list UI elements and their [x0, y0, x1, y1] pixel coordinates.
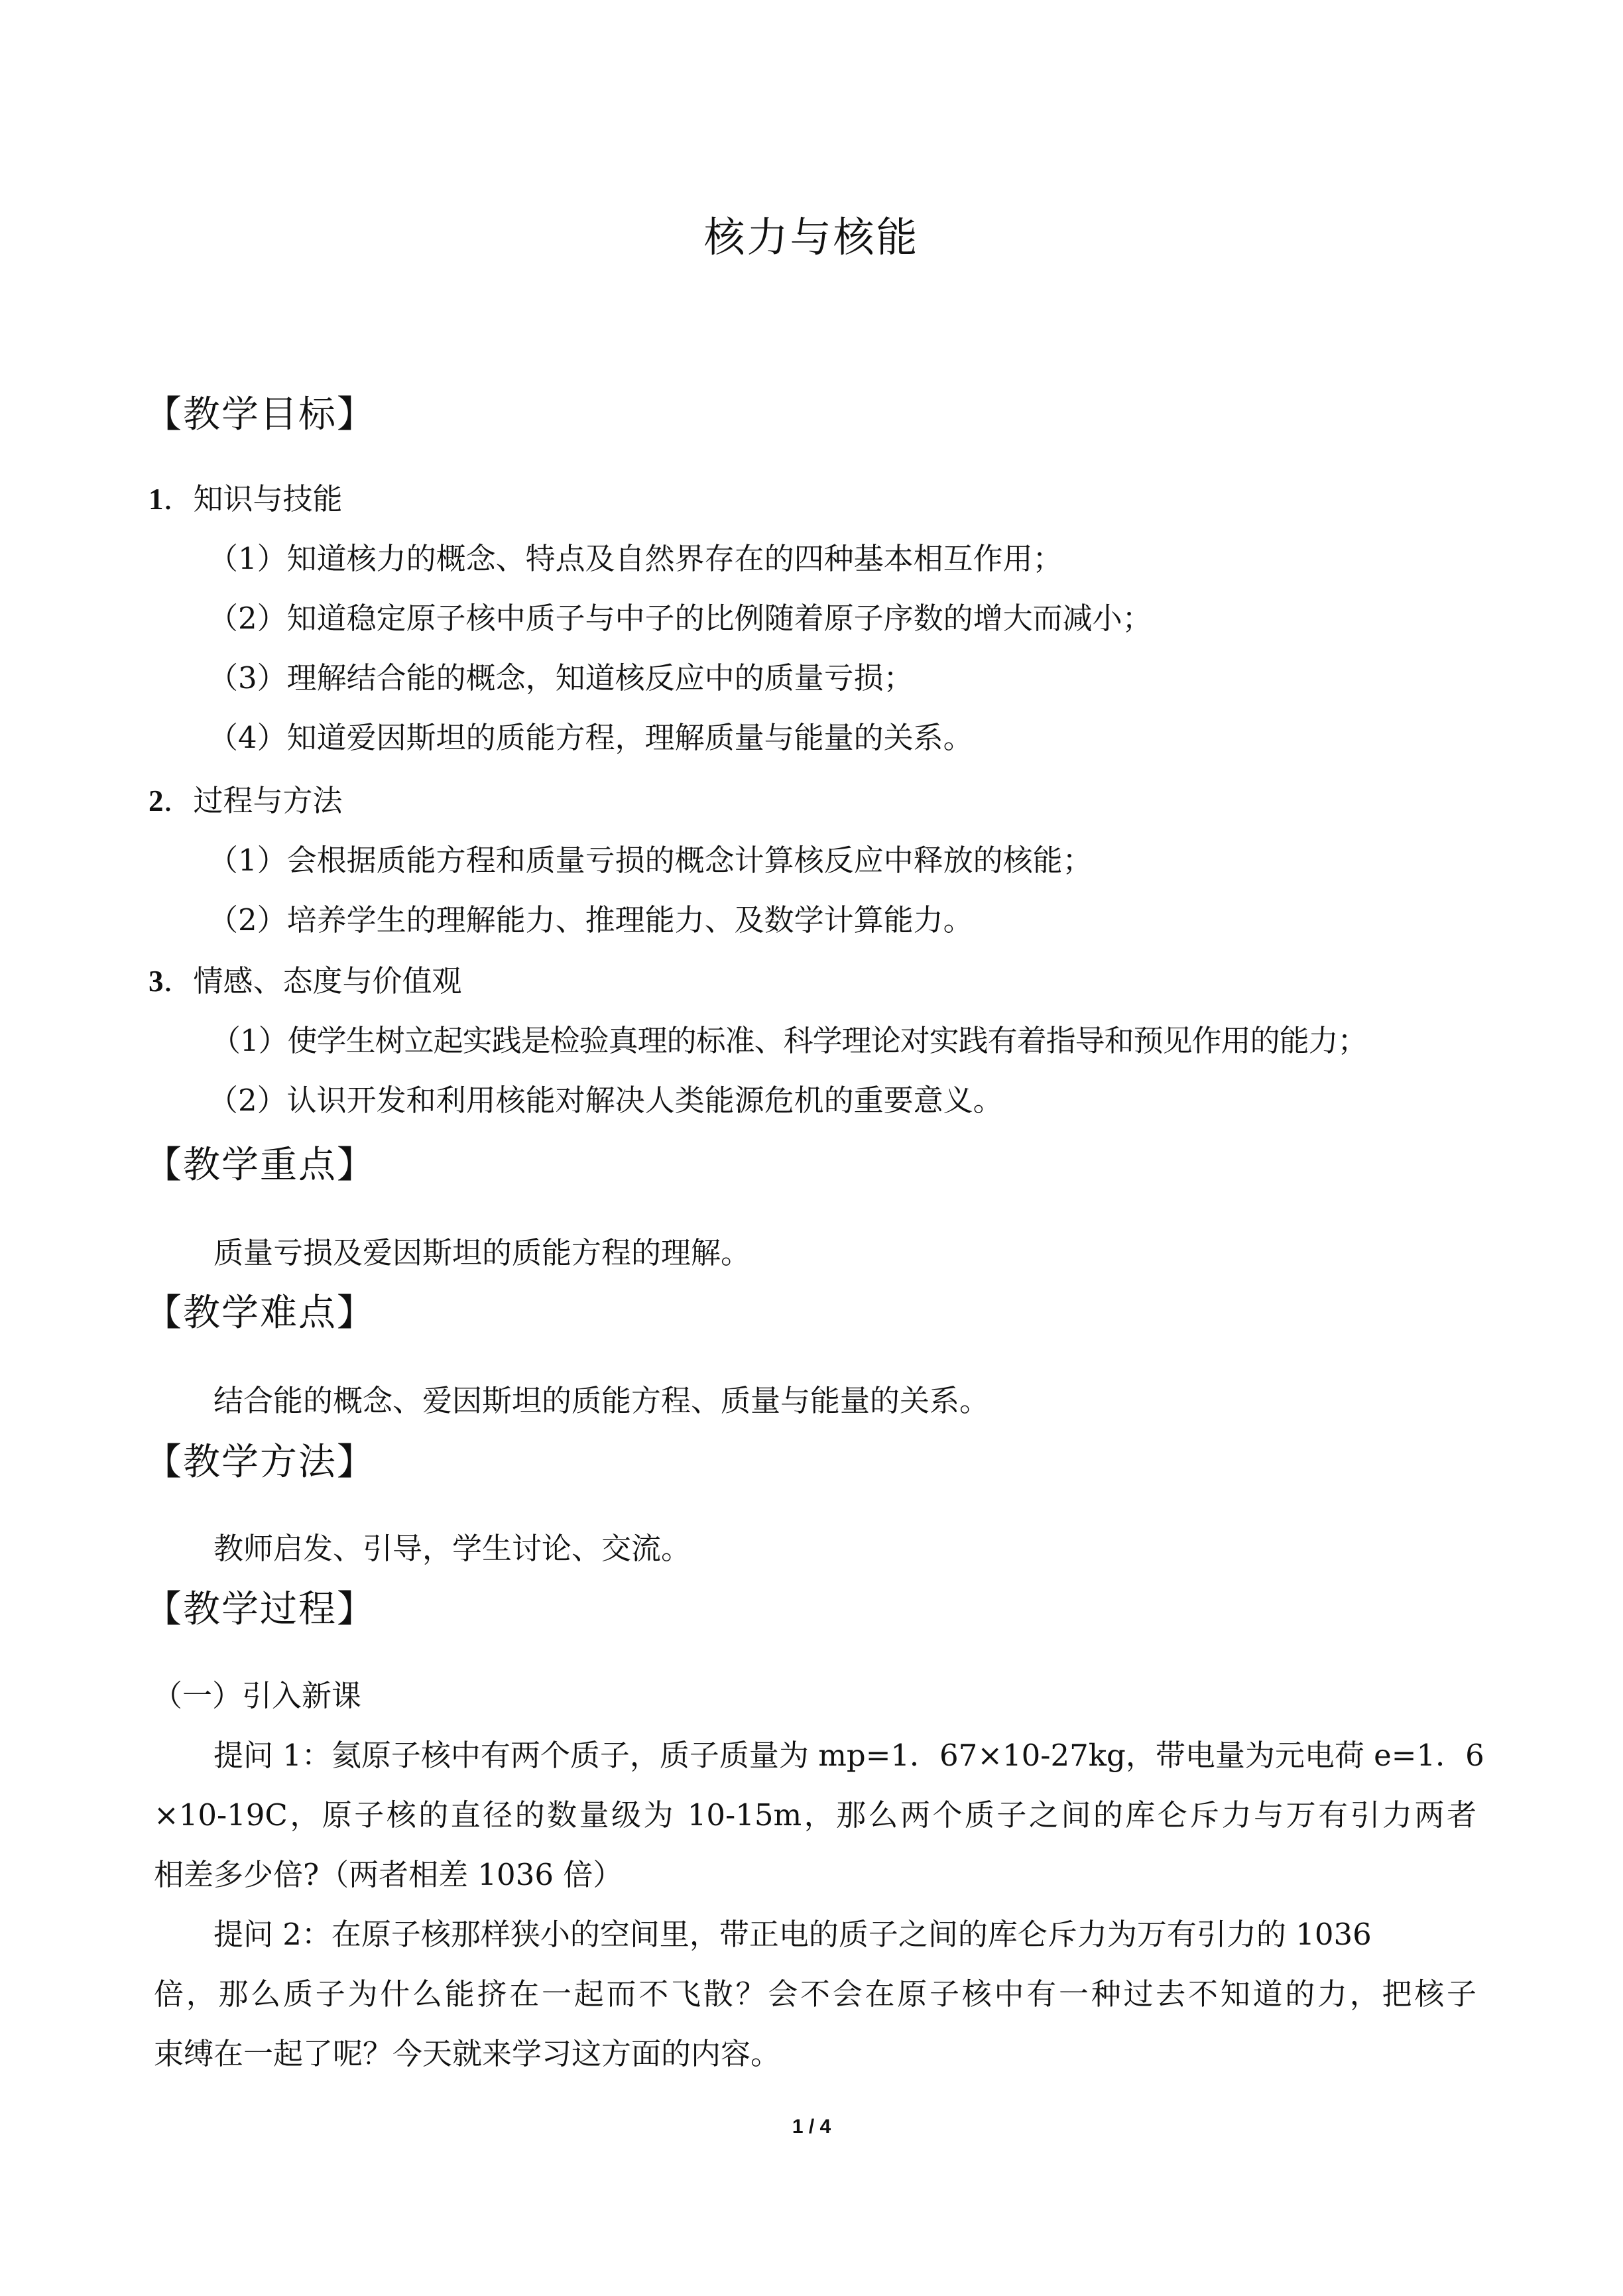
page-number: 1 / 4: [792, 2116, 831, 2138]
objective-1-item-3: （3）理解结合能的概念，知道核反应中的质量亏损；: [208, 660, 914, 695]
objective-2-item-2: （2）培养学生的理解能力、推理能力、及数学计算能力。: [208, 902, 973, 937]
question-2-line-2: 倍，那么质子为什么能挤在一起而不飞散？会不会在原子核中有一种过去不知道的力，把核子: [154, 1976, 1476, 2012]
objective-3-item-2: （2）认识开发和利用核能对解决人类能源危机的重要意义。: [208, 1083, 1003, 1118]
question-1-line-1: 提问 1：氦原子核中有两个质子，质子质量为 mp=1．67×10-27kg，带电量为元电荷 e=1．6: [213, 1738, 1484, 1773]
objective-1-item-2: （2）知道稳定原子核中质子与中子的比例随着原子序数的增大而减小；: [208, 601, 1152, 636]
methods-text: 教师启发、引导，学生讨论、交流。: [213, 1531, 691, 1566]
objective-group-3-label: ．情感、态度与价值观: [163, 963, 462, 998]
objective-2-item-1: （1）会根据质能方程和质量亏损的概念计算核反应中释放的核能；: [208, 843, 1093, 878]
process-heading: 【教学过程】: [145, 1588, 375, 1631]
difficulties-heading: 【教学难点】: [145, 1292, 375, 1335]
objective-3-item-1: （1）使学生树立起实践是检验真理的标准、科学理论对实践有着指导和预见作用的能力；: [211, 1023, 1367, 1058]
objective-group-2: [149, 781, 343, 821]
question-1-line-2: ×10-19C，原子核的直径的数量级为 10-15m，那么两个质子之间的库仑斥力与万有引力两者: [154, 1797, 1476, 1833]
question-2-line-3: 束缚在一起了呢？今天就来学习这方面的内容。: [154, 2036, 781, 2071]
question-2-line-1: 提问 2：在原子核那样狭小的空间里，带正电的质子之间的库仑斥力为万有引力的 1036: [213, 1917, 1372, 1952]
objective-group-1-label: ．知识与技能: [163, 481, 343, 516]
process-subheading: （一）引入新课: [152, 1678, 362, 1713]
objective-group-3: [149, 961, 462, 1001]
objective-1-item-1: （1）知道核力的概念、特点及自然界存在的四种基本相互作用；: [208, 541, 1063, 576]
methods-heading: 【教学方法】: [145, 1441, 375, 1484]
objective-group-3-number: 3: [149, 965, 164, 998]
difficulties-text: 结合能的概念、爱因斯坦的质能方程、质量与能量的关系。: [213, 1383, 990, 1418]
key-points-heading: 【教学重点】: [145, 1144, 375, 1187]
page-title: 核力与核能: [703, 213, 920, 261]
objective-group-2-label: ．过程与方法: [163, 783, 343, 818]
objective-group-2-number: 2: [149, 784, 164, 817]
objective-1-item-4: （4）知道爱因斯坦的质能方程，理解质量与能量的关系。: [208, 720, 973, 755]
key-points-text: 质量亏损及爱因斯坦的质能方程的理解。: [213, 1235, 751, 1270]
objective-group-1-number: 1: [149, 483, 164, 516]
objective-group-1: [149, 479, 343, 519]
question-1-line-3: 相差多少倍?（两者相差 1036 倍）: [154, 1857, 623, 1892]
objectives-heading: 【教学目标】: [145, 393, 375, 436]
